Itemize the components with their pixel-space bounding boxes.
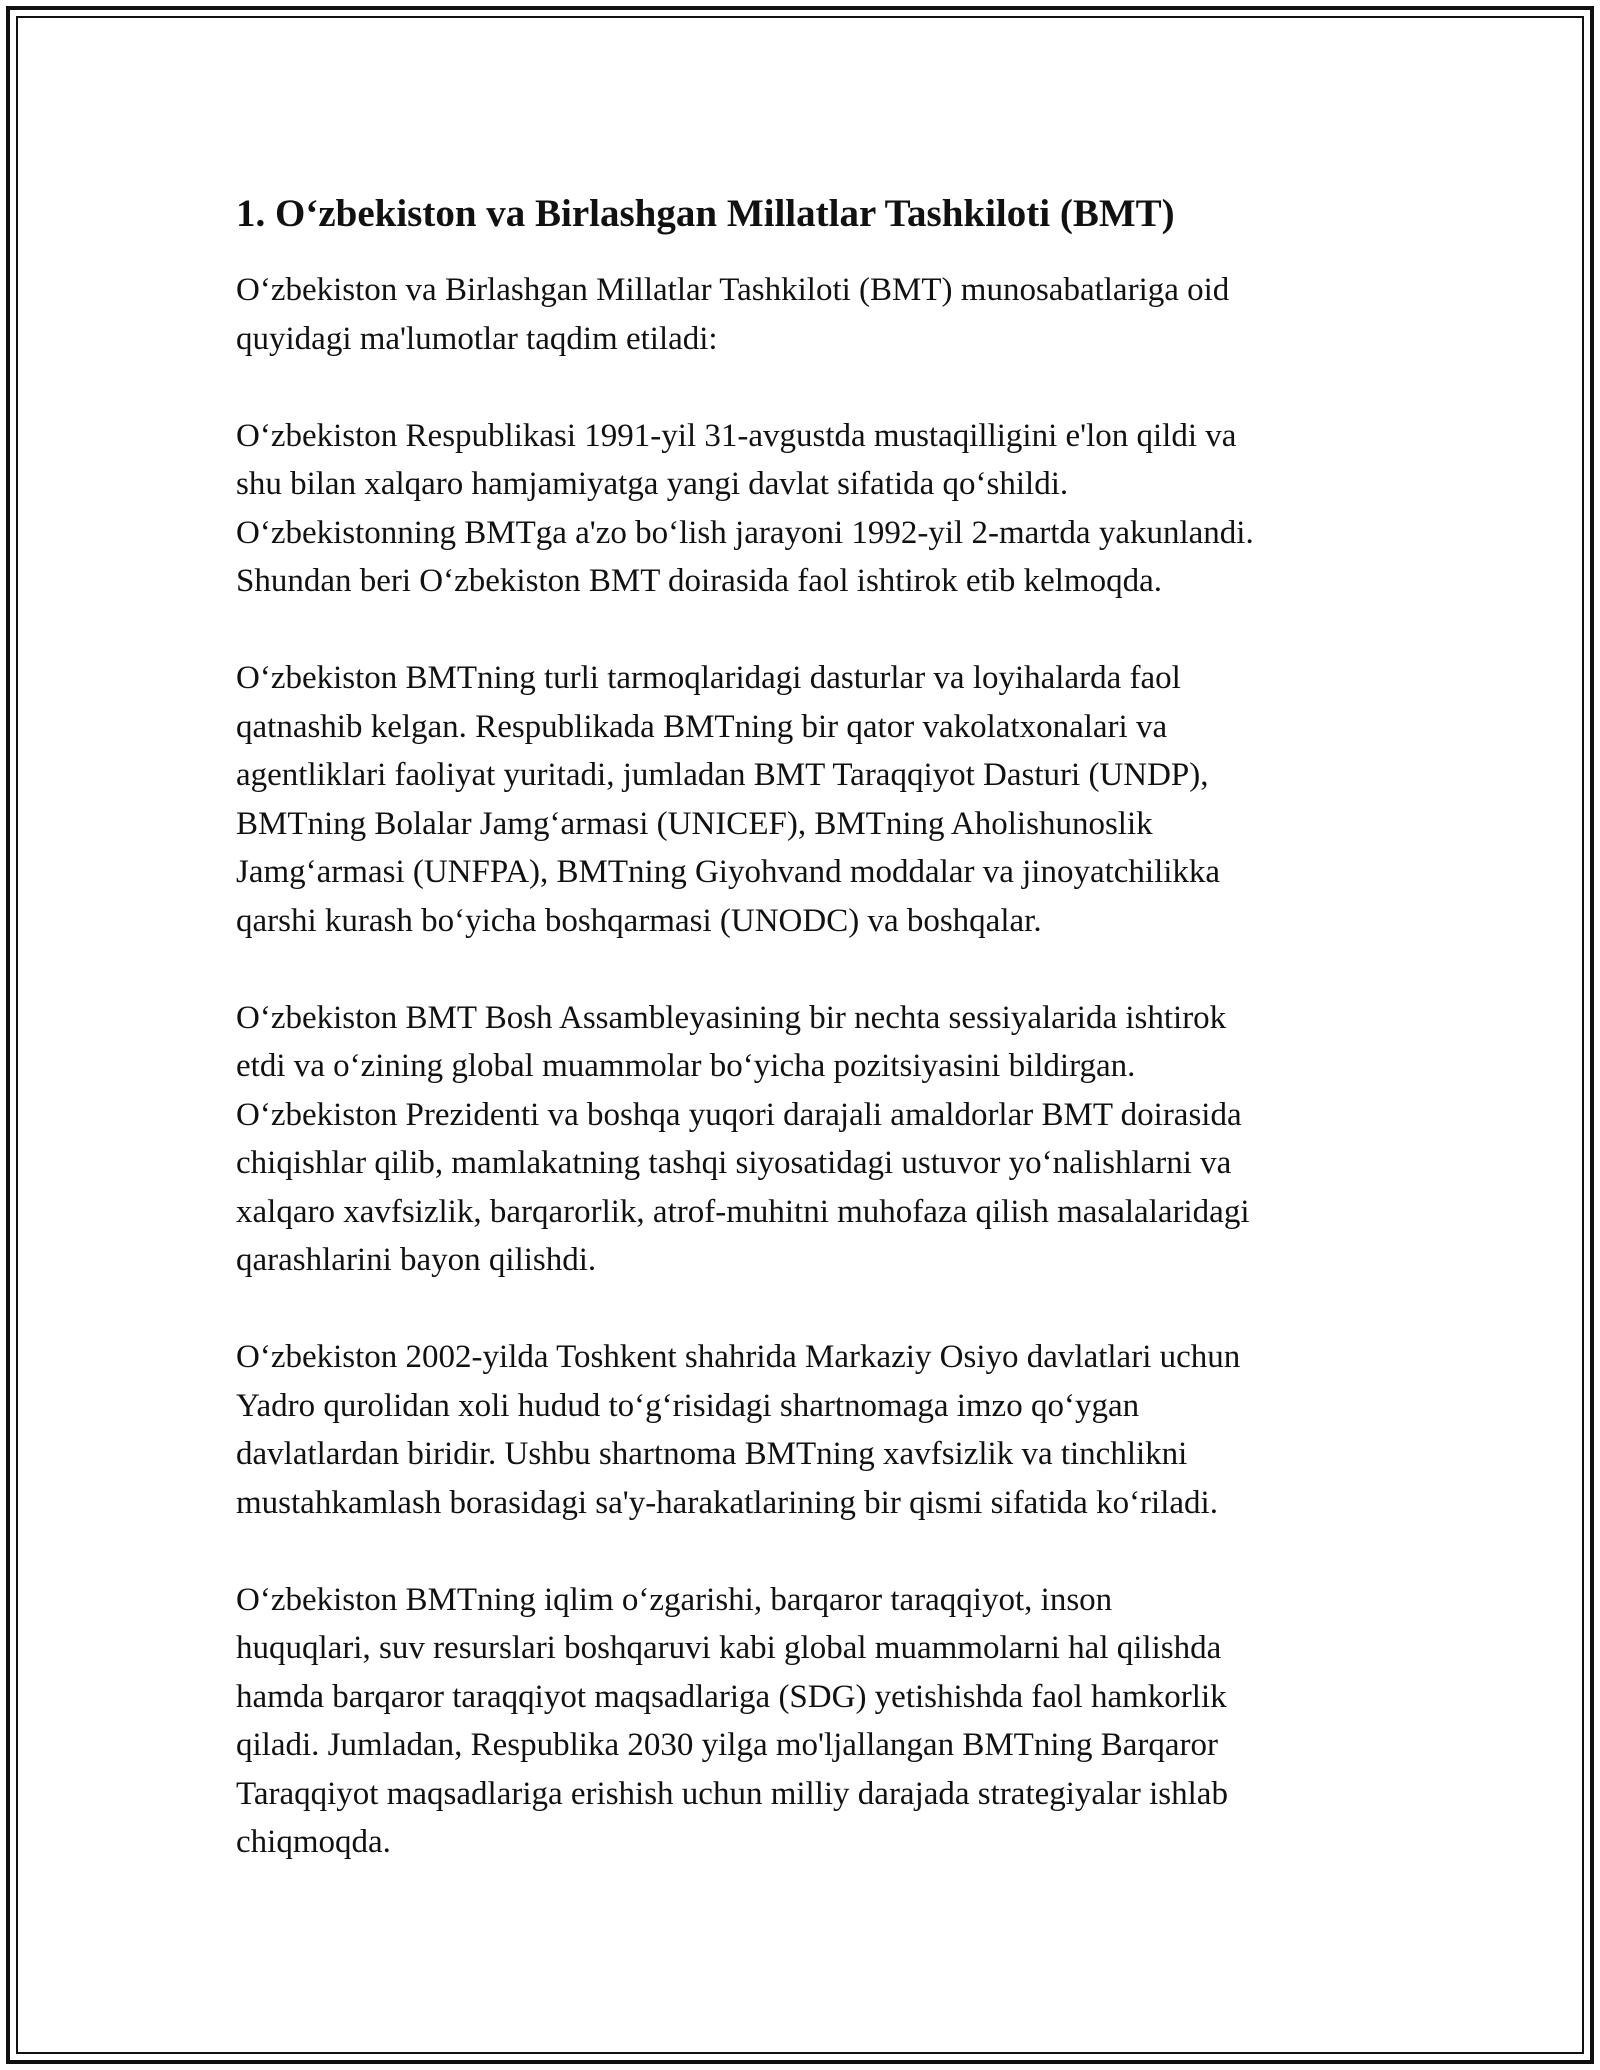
paragraph-line: davlatlardan biridir. Ushbu shartnoma BMTning xavfsizlik va tinchlikni: [236, 1436, 1188, 1472]
paragraph-un-agencies: [236, 654, 1366, 945]
paragraph-line: O‘zbekiston Prezidenti va boshqa yuqori darajali amaldorlar BMT doirasida: [236, 1096, 1242, 1133]
paragraph-line: O‘zbekiston BMT Bosh Assambleyasining bir nechta sessiyalarida ishtirok: [236, 999, 1227, 1036]
paragraph-sdg: [236, 1576, 1366, 1867]
paragraph-line: Yadro qurolidan xoli hudud to‘g‘risidagi shartnomaga imzo qo‘ygan: [236, 1387, 1140, 1424]
paragraph-general-assembly: [236, 994, 1366, 1285]
document-body: [236, 190, 1366, 1915]
paragraph-line: O‘zbekiston Respublikasi 1991-yil 31-avgustda mustaqilligini e'lon qildi va: [236, 417, 1237, 454]
paragraph-line: chiqmoqda.: [236, 1824, 391, 1860]
paragraph-intro: [236, 266, 1366, 363]
paragraph-line: qiladi. Jumladan, Respublika 2030 yilga mo'ljallangan BMTning Barqaror: [236, 1727, 1219, 1763]
paragraph-line: hamda barqaror taraqqiyot maqsadlariga (SDG) yetishishda faol hamkorlik: [236, 1678, 1227, 1715]
paragraph-line: Taraqqiyot maqsadlariga erishish uchun milliy darajada strategiyalar ishlab: [236, 1775, 1228, 1812]
paragraph-line: mustahkamlash borasidagi sa'y-harakatlarining bir qismi sifatida ko‘riladi.: [236, 1484, 1218, 1521]
paragraph-line: Jamg‘armasi (UNFPA), BMTning Giyohvand moddalar va jinoyatchilikka: [236, 854, 1221, 890]
paragraph-nuclear-free-zone: [236, 1333, 1366, 1527]
paragraph-line: O‘zbekiston 2002-yilda Toshkent shahrida Markaziy Osiyo davlatlari uchun: [236, 1339, 1241, 1375]
paragraph-line: O‘zbekiston BMTning iqlim o‘zgarishi, barqaror taraqqiyot, inson: [236, 1581, 1113, 1618]
paragraph-line: BMTning Bolalar Jamg‘armasi (UNICEF), BMTning Aholishunoslik: [236, 805, 1153, 842]
paragraph-line: huquqlari, suv resurslari boshqaruvi kabi global muammolarni hal qilishda: [236, 1630, 1222, 1666]
paragraph-line: quyidagi ma'lumotlar taqdim etiladi:: [236, 320, 718, 357]
paragraph-line: etdi va o‘zining global muammolar bo‘yicha pozitsiyasini bildirgan.: [236, 1048, 1136, 1084]
paragraph-line: O‘zbekiston va Birlashgan Millatlar Tashkiloti (BMT) munosabatlariga oid: [236, 272, 1230, 308]
paragraph-line: O‘zbekistonning BMTga a'zo bo‘lish jarayoni 1992-yil 2-martda yakunlandi.: [236, 514, 1254, 551]
paragraph-independence: [236, 412, 1366, 606]
section-heading: 1. O‘zbekiston va Birlashgan Millatlar Tashkiloti (BMT): [236, 192, 1175, 235]
paragraph-line: Shundan beri O‘zbekiston BMT doirasida faol ishtirok etib kelmoqda.: [236, 563, 1162, 599]
paragraph-line: chiqishlar qilib, mamlakatning tashqi siyosatidagi ustuvor yo‘nalishlarni va: [236, 1145, 1232, 1181]
paragraph-line: xalqaro xavfsizlik, barqarorlik, atrof-muhitni muhofaza qilish masalalaridagi: [236, 1193, 1250, 1230]
paragraph-line: qarshi kurash bo‘yicha boshqarmasi (UNODC) va boshqalar.: [236, 902, 1042, 939]
paragraph-line: O‘zbekiston BMTning turli tarmoqlaridagi dasturlar va loyihalarda faol: [236, 660, 1181, 696]
paragraph-line: qatnashib kelgan. Respublikada BMTning bir qator vakolatxonalari va: [236, 708, 1168, 745]
paragraph-line: agentliklari faoliyat yuritadi, jumladan BMT Taraqqiyot Dasturi (UNDP),: [236, 757, 1209, 793]
paragraph-line: qarashlarini bayon qilishdi.: [236, 1242, 597, 1278]
paragraph-line: shu bilan xalqaro hamjamiyatga yangi davlat sifatida qo‘shildi.: [236, 466, 1069, 502]
